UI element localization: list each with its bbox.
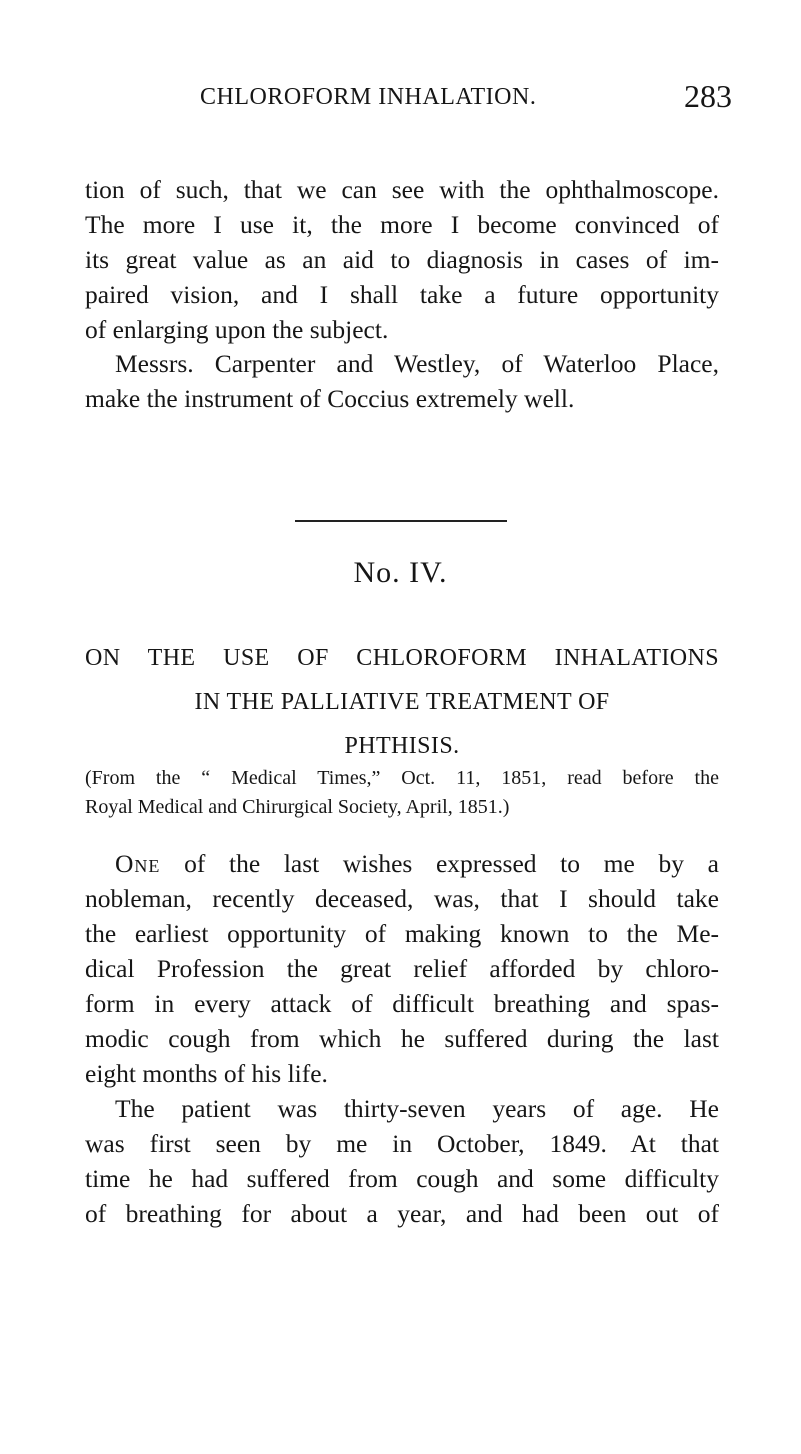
title-line: IN THE PALLIATIVE TREATMENT OF: [194, 689, 610, 715]
text-line: eight months of his life.: [85, 1059, 328, 1088]
title-line: PHTHISIS.: [344, 733, 460, 759]
opening-paragraph: [85, 846, 719, 1091]
source-note: [85, 764, 719, 822]
page-number: 283: [684, 78, 732, 114]
text-line: Messrs. Carpenter and Westley, of Waterloo Place,: [115, 349, 719, 378]
text-line: tion of such, that we can see with the ophthalmoscope.: [85, 175, 719, 204]
text-line: nobleman, recently deceased, was, that I should take: [85, 884, 719, 913]
text-line: The patient was thirty-seven years of age. He: [115, 1094, 719, 1123]
text-line: its great value as an aid to diagnosis in cases of im-: [85, 245, 719, 274]
section-divider: [295, 520, 507, 522]
running-title: CHLOROFORM INHALATION.: [200, 84, 537, 110]
text-line: dical Profession the great relief afforded by chloro-: [85, 954, 719, 983]
text-line: [85, 846, 719, 881]
continuation-paragraph: [85, 172, 719, 347]
text-line: time he had suffered from cough and some difficulty: [85, 1164, 719, 1193]
text-line: modic cough from which he suffered during the last: [85, 1024, 719, 1053]
text-line: the earliest opportunity of making known to the Me-: [85, 919, 719, 948]
section-title: [85, 636, 719, 768]
source-line: Royal Medical and Chirurgical Society, April, 1851.): [85, 796, 510, 818]
text-line: make the instrument of Coccius extremely well.: [85, 384, 575, 413]
title-line: ON THE USE OF CHLOROFORM INHALATIONS: [85, 645, 719, 671]
text-line: of breathing for about a year, and had been out of: [85, 1199, 719, 1228]
opening-word: One: [115, 849, 161, 878]
text-line: of enlarging upon the subject.: [85, 315, 389, 344]
text-line: The more I use it, the more I become convinced of: [85, 210, 719, 239]
text-line: form in every attack of difficult breathing and spas-: [85, 989, 719, 1018]
patient-paragraph: [85, 1091, 719, 1231]
source-line: (From the “ Medical Times,” Oct. 11, 1851, read before the: [85, 767, 719, 789]
text-line: was first seen by me in October, 1849. At that: [85, 1129, 719, 1158]
messrs-paragraph: [85, 346, 719, 416]
opening-line-rest: of the last wishes expressed to me by a: [160, 849, 719, 878]
text-line: paired vision, and I shall take a future opportunity: [85, 280, 719, 309]
section-number: No. IV.: [353, 556, 448, 589]
